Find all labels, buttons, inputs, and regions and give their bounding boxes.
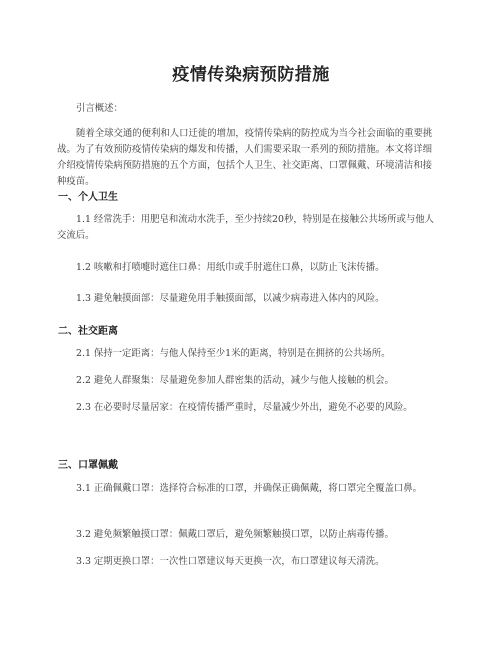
section-heading-social-distance: 二、社交距离: [58, 326, 118, 337]
section-heading-mask-wearing: 三、口罩佩戴: [58, 460, 118, 471]
section-2-item-2: 2.2 避免人群聚集：尽量避免参加人群密集的活动，减少与他人接触的机会。: [76, 375, 394, 386]
section-3-item-1: 3.1 正确佩戴口罩：选择符合标准的口罩，并确保正确佩戴，将口罩完全覆盖口鼻。: [76, 483, 423, 494]
section-1-item-2: 1.2 咳嗽和打喷嚏时遮住口鼻：用纸巾或手肘遮住口鼻，以防止飞沫传播。: [76, 262, 385, 273]
section-3-item-2: 3.2 避免频繁触摸口罩：佩戴口罩后，避免频繁触摸口罩，以防止病毒传播。: [76, 529, 394, 540]
section-3-item-3: 3.3 定期更换口罩：一次性口罩建议每天更换一次，布口罩建议每天清洗。: [76, 556, 385, 567]
section-2-item-3: 2.3 在必要时尽量居家：在疫情传播严重时，尽量减少外出，避免不必要的风险。: [76, 402, 413, 413]
section-1-item-3: 1.3 避免触摸面部：尽量避免用手触摸面部，以减少病毒进入体内的风险。: [76, 293, 385, 304]
section-heading-personal-hygiene: 一、个人卫生: [58, 192, 118, 203]
section-1-item-1: 1.1 经常洗手：用肥皂和流动水洗手，至少持续20秒，特别是在接触公共场所或与他人交流后。: [57, 214, 434, 241]
intro-label: 引言概述：: [76, 103, 123, 114]
intro-body: 随着全球交通的便利和人口迁徙的增加，疫情传染病的防控成为当今社会面临的重要挑战。为了有效预防疫情传染病的爆发和传播，人们需要采取一系列的预防措施。本文将详细介绍疫情传染病预防措施的五个方面，包括个人卫生、社交距离、口罩佩戴、环境清洁和接种疫苗。: [57, 128, 433, 187]
document-title: 疫情传染病预防措施: [172, 65, 330, 85]
section-2-item-1: 2.1 保持一定距离：与他人保持至少1米的距离，特别是在拥挤的公共场所。: [76, 348, 391, 359]
